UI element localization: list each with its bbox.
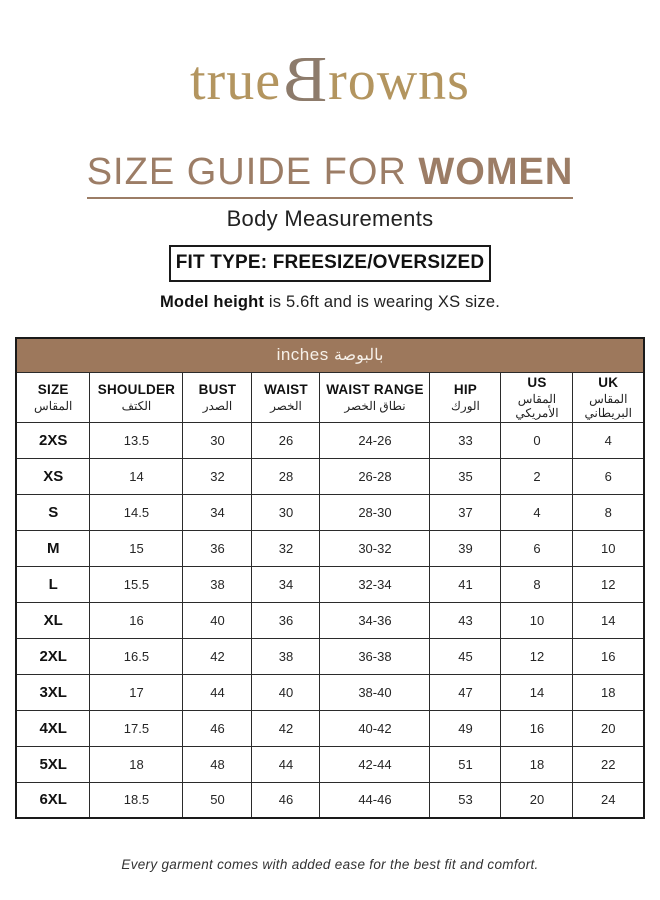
hip-value: 43 <box>430 602 501 638</box>
uk-value: 4 <box>573 422 644 458</box>
waist-value: 46 <box>252 782 320 818</box>
hip-value: 49 <box>430 710 501 746</box>
waist-range-value: 24-26 <box>320 422 430 458</box>
table-row-5xl <box>16 746 644 782</box>
column-header-row <box>16 372 644 422</box>
logo-mirrored-b: B <box>282 43 328 116</box>
uk-value: 8 <box>573 494 644 530</box>
shoulder-value: 14 <box>90 458 183 494</box>
us-value: 20 <box>501 782 573 818</box>
fit-type-box: FIT TYPE: FREESIZE/OVERSIZED <box>169 245 491 282</box>
col-head-waist-en: WAIST <box>264 381 308 397</box>
col-head-waist-range <box>320 372 430 422</box>
size-label: M <box>16 530 90 566</box>
waist-range-value: 42-44 <box>320 746 430 782</box>
table-row-s <box>16 494 644 530</box>
shoulder-value: 17 <box>90 674 183 710</box>
bust-value: 38 <box>183 566 252 602</box>
waist-value: 38 <box>252 638 320 674</box>
brand-logo <box>0 44 660 117</box>
subtitle: Body Measurements <box>226 206 434 231</box>
uk-value: 18 <box>573 674 644 710</box>
col-head-waist <box>252 372 320 422</box>
waist-value: 32 <box>252 530 320 566</box>
footer-note: Every garment comes with added ease for the best fit and comfort. <box>121 857 539 872</box>
hip-value: 37 <box>430 494 501 530</box>
table-row-6xl <box>16 782 644 818</box>
us-value: 8 <box>501 566 573 602</box>
col-head-us <box>501 372 573 422</box>
bust-value: 42 <box>183 638 252 674</box>
page-title-bold: WOMEN <box>418 151 574 193</box>
col-head-us-ar: المقاس الأمريكي <box>515 391 559 420</box>
size-table <box>15 337 645 819</box>
us-value: 6 <box>501 530 573 566</box>
hip-value: 51 <box>430 746 501 782</box>
col-head-us-en: US <box>527 374 547 390</box>
uk-value: 6 <box>573 458 644 494</box>
us-value: 12 <box>501 638 573 674</box>
size-label: XL <box>16 602 90 638</box>
col-head-bust-en: BUST <box>198 381 237 397</box>
col-head-bust <box>183 372 252 422</box>
size-label: 2XL <box>16 638 90 674</box>
size-label: 2XS <box>16 422 90 458</box>
waist-value: 34 <box>252 566 320 602</box>
waist-range-value: 34-36 <box>320 602 430 638</box>
shoulder-value: 18 <box>90 746 183 782</box>
table-row-2xs <box>16 422 644 458</box>
waist-value: 44 <box>252 746 320 782</box>
table-row-xl <box>16 602 644 638</box>
waist-range-value: 28-30 <box>320 494 430 530</box>
hip-value: 53 <box>430 782 501 818</box>
col-head-waist-ar: الخصر <box>270 398 302 413</box>
uk-value: 20 <box>573 710 644 746</box>
us-value: 2 <box>501 458 573 494</box>
col-head-size-en: SIZE <box>37 381 69 397</box>
waist-value: 42 <box>252 710 320 746</box>
logo-text-rowns: rowns <box>328 50 470 112</box>
waist-range-value: 40-42 <box>320 710 430 746</box>
shoulder-value: 16 <box>90 602 183 638</box>
uk-value: 24 <box>573 782 644 818</box>
bust-value: 30 <box>183 422 252 458</box>
bust-value: 44 <box>183 674 252 710</box>
uk-value: 14 <box>573 602 644 638</box>
model-note <box>0 293 660 312</box>
page-title-regular: SIZE GUIDE FOR <box>86 151 419 193</box>
bust-value: 34 <box>183 494 252 530</box>
shoulder-value: 16.5 <box>90 638 183 674</box>
page-title <box>87 151 574 199</box>
units-en: inches <box>276 345 329 365</box>
waist-range-value: 30-32 <box>320 530 430 566</box>
hip-value: 47 <box>430 674 501 710</box>
bust-value: 50 <box>183 782 252 818</box>
logo-text-true: true <box>190 50 282 112</box>
col-head-uk-en: UK <box>598 374 619 390</box>
title-wrap <box>0 151 660 199</box>
shoulder-value: 15.5 <box>90 566 183 602</box>
size-label: L <box>16 566 90 602</box>
size-label: 5XL <box>16 746 90 782</box>
units-row <box>16 338 644 372</box>
hip-value: 45 <box>430 638 501 674</box>
col-head-shoulder <box>90 372 183 422</box>
size-label: XS <box>16 458 90 494</box>
table-row-l <box>16 566 644 602</box>
waist-range-value: 38-40 <box>320 674 430 710</box>
waist-value: 36 <box>252 602 320 638</box>
col-head-hip-ar: الورك <box>451 398 480 413</box>
us-value: 10 <box>501 602 573 638</box>
shoulder-value: 18.5 <box>90 782 183 818</box>
waist-range-value: 36-38 <box>320 638 430 674</box>
waist-range-value: 32-34 <box>320 566 430 602</box>
hip-value: 35 <box>430 458 501 494</box>
col-head-waist-range-ar: نطاق الخصر <box>344 398 406 413</box>
col-head-bust-ar: الصدر <box>202 398 233 413</box>
shoulder-value: 14.5 <box>90 494 183 530</box>
bust-value: 46 <box>183 710 252 746</box>
uk-value: 10 <box>573 530 644 566</box>
size-label: 6XL <box>16 782 90 818</box>
size-label: S <box>16 494 90 530</box>
shoulder-value: 17.5 <box>90 710 183 746</box>
bust-value: 32 <box>183 458 252 494</box>
size-label: 4XL <box>16 710 90 746</box>
col-head-size <box>16 372 90 422</box>
uk-value: 22 <box>573 746 644 782</box>
col-head-size-ar: المقاس <box>34 398 73 413</box>
uk-value: 16 <box>573 638 644 674</box>
table-row-2xl <box>16 638 644 674</box>
col-head-waist-range-en: WAIST RANGE <box>326 381 424 397</box>
waist-value: 26 <box>252 422 320 458</box>
hip-value: 33 <box>430 422 501 458</box>
hip-value: 39 <box>430 530 501 566</box>
model-note-rest: is 5.6ft and is wearing XS size. <box>264 293 501 311</box>
model-note-bold: Model height <box>159 293 265 311</box>
col-head-shoulder-ar: الكتف <box>121 398 152 413</box>
shoulder-value: 15 <box>90 530 183 566</box>
table-row-4xl <box>16 710 644 746</box>
bust-value: 40 <box>183 602 252 638</box>
table-row-m <box>16 530 644 566</box>
uk-value: 12 <box>573 566 644 602</box>
col-head-uk <box>573 372 644 422</box>
us-value: 18 <box>501 746 573 782</box>
us-value: 0 <box>501 422 573 458</box>
col-head-uk-ar: المقاس البريطاني <box>584 391 632 420</box>
waist-range-value: 26-28 <box>320 458 430 494</box>
shoulder-value: 13.5 <box>90 422 183 458</box>
waist-value: 28 <box>252 458 320 494</box>
us-value: 14 <box>501 674 573 710</box>
bust-value: 48 <box>183 746 252 782</box>
us-value: 16 <box>501 710 573 746</box>
col-head-hip <box>430 372 501 422</box>
size-label: 3XL <box>16 674 90 710</box>
col-head-hip-en: HIP <box>453 381 477 397</box>
table-row-3xl <box>16 674 644 710</box>
table-row-xs <box>16 458 644 494</box>
bust-value: 36 <box>183 530 252 566</box>
units-ar: بالبوصة <box>333 347 384 365</box>
us-value: 4 <box>501 494 573 530</box>
units-band <box>16 338 644 372</box>
hip-value: 41 <box>430 566 501 602</box>
waist-value: 30 <box>252 494 320 530</box>
col-head-shoulder-en: SHOULDER <box>97 381 176 397</box>
waist-range-value: 44-46 <box>320 782 430 818</box>
waist-value: 40 <box>252 674 320 710</box>
